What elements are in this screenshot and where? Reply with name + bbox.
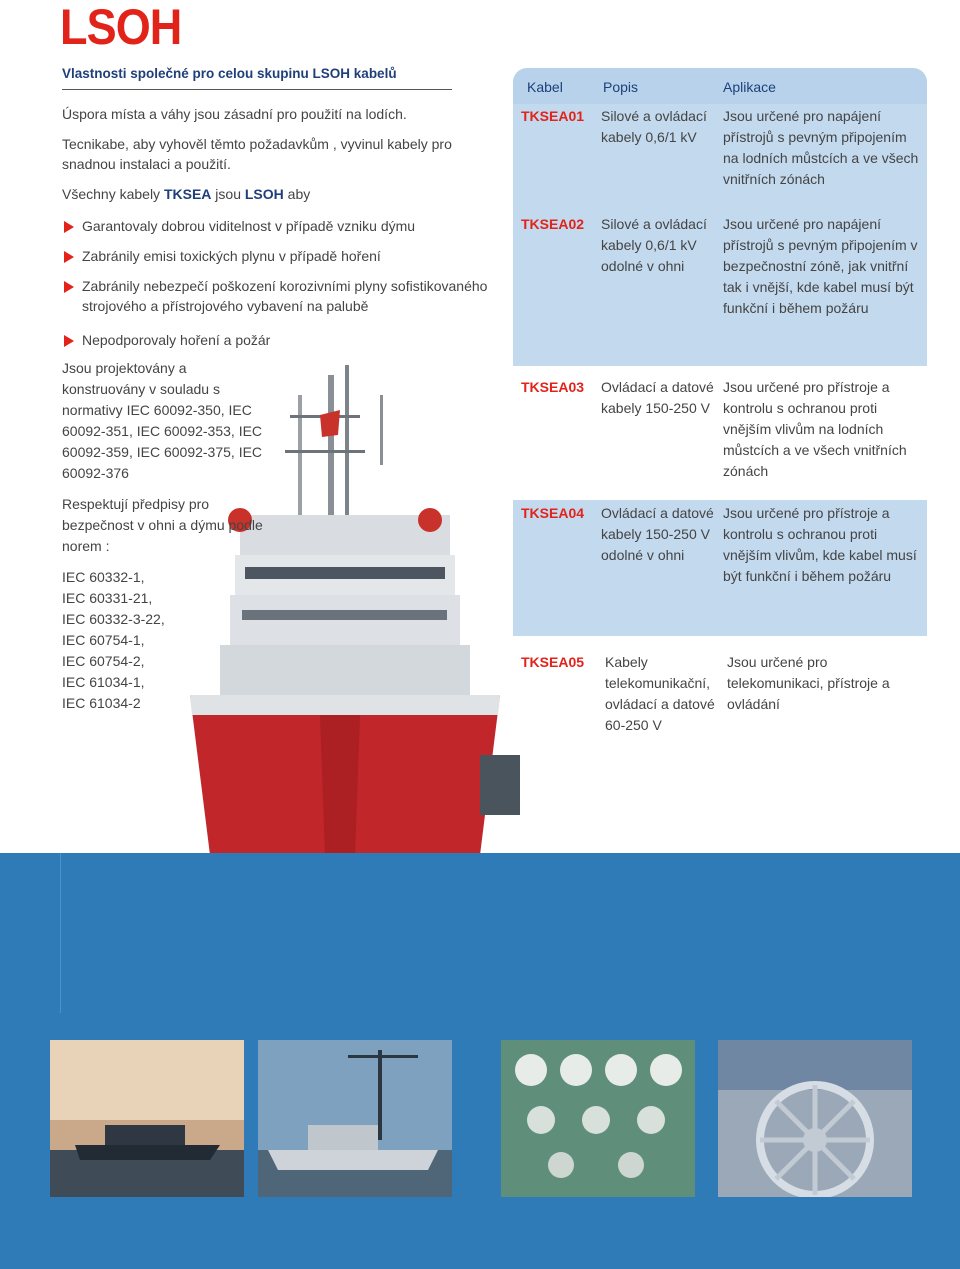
norms-text <box>62 358 272 714</box>
cable-code: TKSEA02 <box>521 216 585 232</box>
intro-text <box>62 104 502 360</box>
page-title: LSOH <box>60 0 182 55</box>
intro-paragraph-2: Tecnikabe, aby vyhověl těmto požadavkům , vyvinul kabely pro snadnou instalaci a použití. <box>62 136 452 172</box>
cable-description: Ovládací a datové kabely 150-250 V odolné v ohni <box>601 505 714 563</box>
intro-paragraph-3: Všechny kabely TKSEA jsou LSOH aby <box>62 186 311 202</box>
cable-code: TKSEA04 <box>521 505 585 521</box>
cable-application: Jsou určené pro přístroje a kontrolu s ochranou proti vnějším vlivům, kde kabel musí být funkční i během požáru <box>723 505 917 584</box>
control-panel-photo <box>501 1040 695 1197</box>
list-item: IEC 60332-3-22, <box>62 611 165 627</box>
cable-table-header <box>513 68 927 104</box>
cable-description: Ovládací a datové kabely 150-250 V <box>601 379 714 416</box>
cable-code: TKSEA03 <box>521 379 585 395</box>
steering-wheel-photo <box>718 1040 912 1197</box>
column-header-kabel: Kabel <box>527 79 563 95</box>
cable-application: Jsou určené pro napájení přístrojů s pevným připojením na lodních můstcích a ve všech vnitřních zónách <box>723 108 919 187</box>
list-item: Zabránily emisi toxických plynu v případě hoření <box>62 246 502 266</box>
column-header-popis: Popis <box>603 79 639 95</box>
cable-description: Kabely telekomunikační, ovládací a datové 60-250 V <box>605 654 715 733</box>
yacht-photo <box>50 1040 244 1197</box>
list-item: IEC 60754-2, <box>62 653 145 669</box>
triangle-bullet-icon <box>64 281 74 293</box>
list-item: IEC 60332-1, <box>62 569 145 585</box>
list-item: Garantovaly dobrou viditelnost v případě vzniku dýmu <box>62 216 502 236</box>
triangle-bullet-icon <box>64 251 74 263</box>
cable-application: Jsou určené pro telekomunikaci, přístroje a ovládání <box>727 654 890 712</box>
list-item: IEC 61034-2 <box>62 695 141 711</box>
list-item: IEC 61034-1, <box>62 674 145 690</box>
harbor-photo <box>258 1040 452 1197</box>
list-item: IEC 60331-21, <box>62 590 153 606</box>
intro-paragraph-1: Úspora místa a váhy jsou zásadní pro použití na lodích. <box>62 106 407 122</box>
safety-paragraph: Respektují předpisy pro bezpečnost v ohni a dýmu podle norem : <box>62 496 263 554</box>
norms-list <box>62 567 272 714</box>
triangle-bullet-icon <box>64 335 74 347</box>
section-subheading: Vlastnosti společné pro celou skupinu LSOH kabelů <box>62 66 452 90</box>
cable-description: Silové a ovládací kabely 0,6/1 kV <box>601 108 707 145</box>
band-divider <box>60 853 61 1013</box>
list-item: Zabránily nebezpečí poškození korozivními plyny sofistikovaného strojového a přístrojového vybavení na palubě <box>62 276 502 316</box>
cable-code: TKSEA05 <box>521 654 585 670</box>
cable-code: TKSEA01 <box>521 108 585 124</box>
norms-paragraph: Jsou projektovány a konstruovány v souladu s normativy IEC 60092-350, IEC 60092-351, IEC 60092-353, IEC 60092-359, IEC 60092-375, IEC 60092-376 <box>62 360 263 481</box>
list-item: Nepodporovaly hoření a požár <box>62 330 502 350</box>
list-item: IEC 60754-1, <box>62 632 145 648</box>
cable-application: Jsou určené pro přístroje a kontrolu s ochranou proti vnějším vlivům na lodních můstcích a ve všech vnitřních zónách <box>723 379 907 479</box>
feature-list <box>62 216 502 350</box>
cable-application: Jsou určené pro napájení přístrojů s pevným připojením v bezpečnostní zóně, jak vnitřní tak i vnější, kde kabel musí být funkční i během požáru <box>723 216 918 316</box>
cable-description: Silové a ovládací kabely 0,6/1 kV odolné v ohni <box>601 216 707 274</box>
triangle-bullet-icon <box>64 221 74 233</box>
column-header-aplikace: Aplikace <box>723 79 776 95</box>
